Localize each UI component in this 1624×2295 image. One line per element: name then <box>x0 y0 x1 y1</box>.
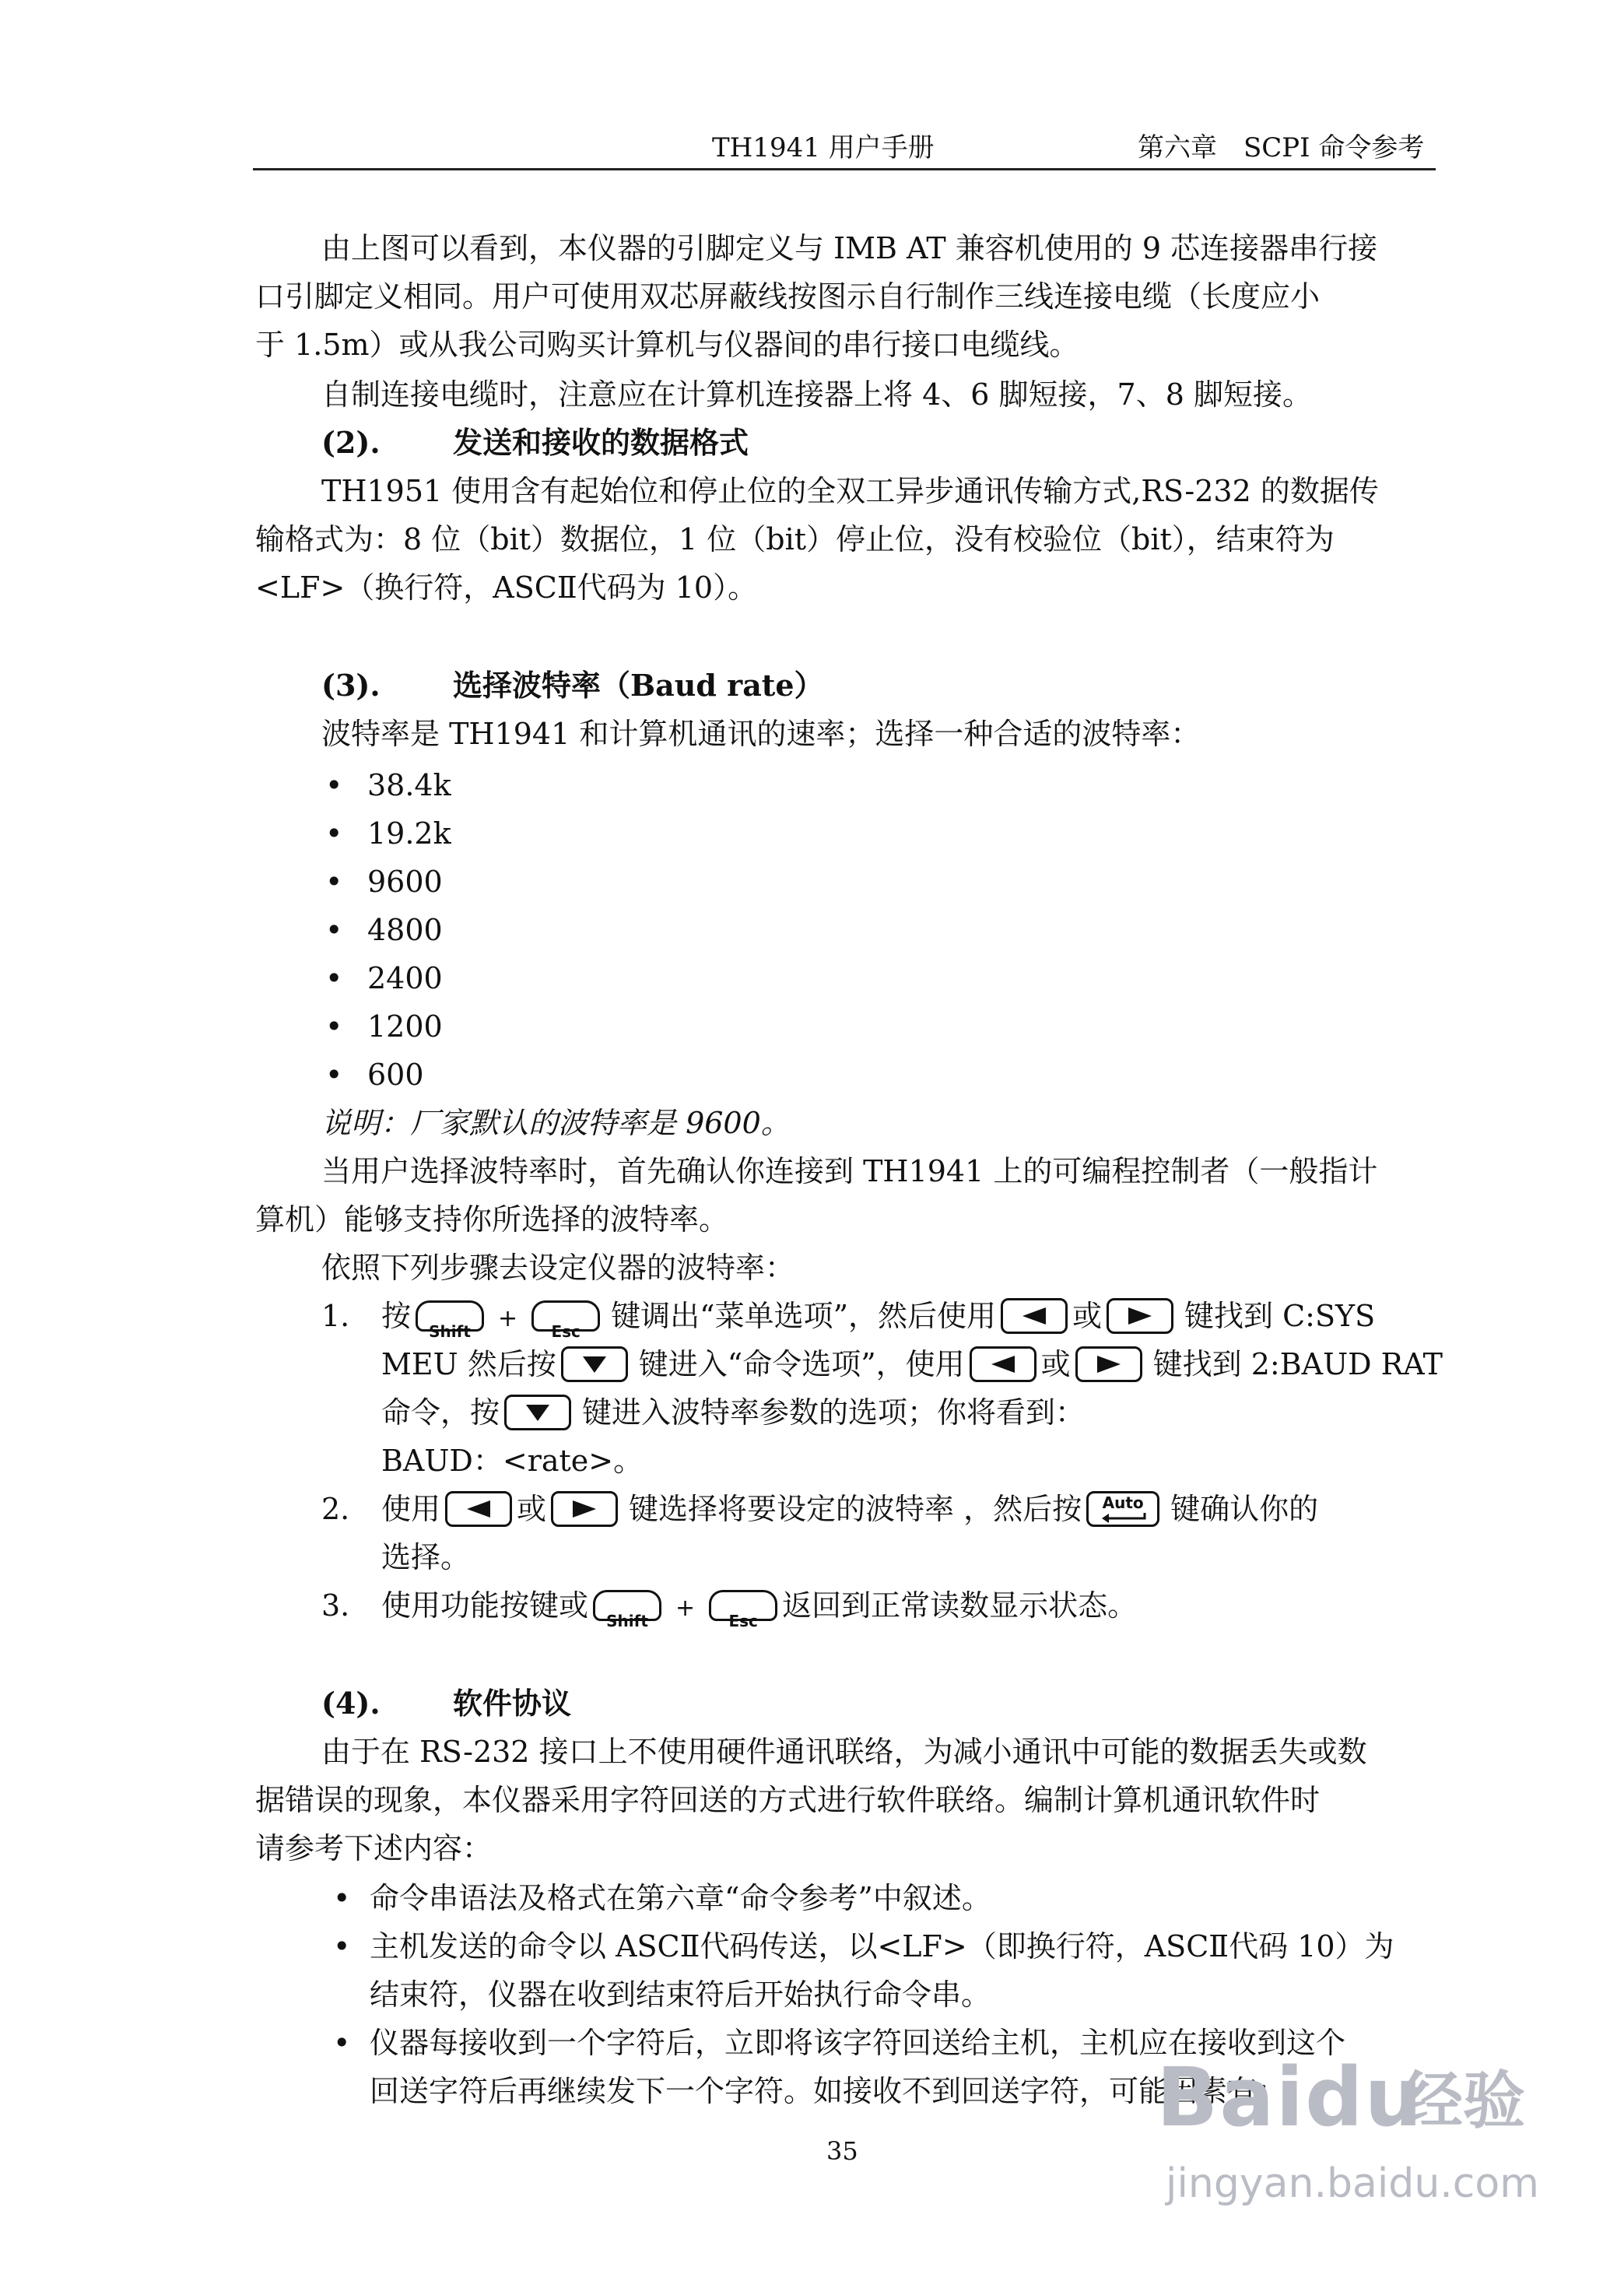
esc-key-label: Esc <box>728 1611 758 1630</box>
step3-text-b: 返回到正常读数显示状态。 <box>782 1588 1138 1623</box>
plus-sign: + <box>675 1595 696 1622</box>
page-number: 35 <box>826 2136 858 2166</box>
bullet-icon: • <box>325 1058 343 1092</box>
bullet-icon: • <box>325 816 343 851</box>
bullet-icon: • <box>333 1929 351 1963</box>
section3-number: (3). <box>321 668 381 703</box>
step2-text-a: 使用 <box>381 1492 441 1526</box>
esc-key-label: Esc <box>551 1321 581 1341</box>
esc-key-icon <box>709 1590 777 1630</box>
step1-line3 <box>381 1388 1085 1437</box>
step2-number: 2. <box>321 1492 350 1526</box>
protocol-item-2-line1: 主机发送的命令以 ASCⅡ代码传送，以<LF>（即换行符，ASCⅡ代码 10）为 <box>370 1929 1394 1963</box>
para3-line2: 输格式为：8 位（bit）数据位，1 位（bit）停止位，没有校验位（bit），结束符为 <box>255 522 1335 556</box>
baud-rate-item: 2400 <box>367 961 443 995</box>
para1-line3: 于 1.5m）或从我公司购买计算机与仪器间的串行接口电缆线。 <box>255 328 1079 362</box>
shift-key-label: Shift <box>606 1611 648 1630</box>
left-arrow-key-icon <box>1001 1298 1068 1334</box>
bullet-icon: • <box>325 961 343 995</box>
section4-title: 软件协议 <box>453 1686 572 1721</box>
para5-line1: 当用户选择波特率时，首先确认你连接到 TH1941 上的可编程控制者（一般指计 <box>321 1154 1378 1188</box>
down-arrow-key-icon <box>561 1346 628 1382</box>
bullet-icon: • <box>325 913 343 947</box>
step2-or: 或 <box>517 1492 547 1526</box>
bullet-icon: • <box>325 1009 343 1044</box>
baud-rate-item: 19.2k <box>367 816 451 851</box>
para1-line2: 口引脚定义相同。用户可使用双芯屏蔽线按图示自行制作三线连接电缆（长度应小 <box>255 279 1321 314</box>
para2: 自制连接电缆时，注意应在计算机连接器上将 4、6 脚短接，7、8 脚短接。 <box>321 377 1312 412</box>
section2-title: 发送和接收的数据格式 <box>453 425 749 460</box>
para4: 波特率是 TH1941 和计算机通讯的速率；选择一种合适的波特率： <box>321 717 1201 751</box>
para6: 依照下列步骤去设定仪器的波特率： <box>321 1251 795 1285</box>
protocol-item-2-line2: 结束符，仪器在收到结束符后开始执行命令串。 <box>370 1977 991 2012</box>
bullet-icon: • <box>333 2026 351 2060</box>
auto-key-label: Auto <box>1102 1493 1144 1512</box>
watermark-suffix: 经验 <box>1401 2065 1525 2137</box>
watermark-url: jingyan.baidu.com <box>1166 2160 1539 2207</box>
shift-key-icon <box>416 1300 484 1341</box>
section2-number: (2). <box>321 425 381 460</box>
baud-rate-item: 1200 <box>367 1009 443 1044</box>
step1-text-e: 键进入“命令选项”，使用 <box>638 1347 965 1381</box>
step2-text-c: 键确认你的 <box>1170 1492 1319 1526</box>
header-divider <box>253 168 1436 170</box>
para3-line1: TH1951 使用含有起始位和停止位的全双工异步通讯传输方式,RS-232 的数据传 <box>321 474 1379 508</box>
shift-key-label: Shift <box>429 1321 471 1341</box>
para5-line2: 算机）能够支持你所选择的波特率。 <box>255 1202 729 1237</box>
protocol-item-3-line1: 仪器每接收到一个字符后，立即将该字符回送给主机，主机应在接收到这个 <box>370 2026 1346 2060</box>
shift-key-icon <box>593 1590 661 1630</box>
step1-line2 <box>381 1340 1443 1388</box>
section4-number: (4). <box>321 1686 381 1721</box>
section3-title: 选择波特率（Baud rate） <box>453 668 824 703</box>
left-arrow-key-icon <box>970 1346 1036 1382</box>
step1-text-b: 键调出“菜单选项”，然后使用 <box>611 1299 997 1333</box>
bullet-icon: • <box>333 1881 351 1915</box>
plus-sign: + <box>498 1305 518 1332</box>
right-arrow-key-icon <box>551 1491 618 1527</box>
para7-line2: 据错误的现象，本仪器采用字符回送的方式进行软件联络。编制计算机通讯软件时 <box>255 1783 1321 1817</box>
down-arrow-key-icon <box>504 1395 571 1430</box>
header-chapter-title: 第六章 SCPI 命令参考 <box>1138 132 1425 163</box>
step2-line2: 选择。 <box>381 1540 471 1574</box>
step1-number: 1. <box>321 1299 350 1333</box>
step2-line1 <box>381 1485 1318 1533</box>
note: 说明：厂家默认的波特率是 9600。 <box>321 1106 791 1140</box>
header-manual-title: TH1941 用户手册 <box>712 132 935 163</box>
protocol-item-1: 命令串语法及格式在第六章“命令参考”中叙述。 <box>370 1881 991 1915</box>
bullet-icon: • <box>325 865 343 899</box>
step1-text-f: 键找到 2:BAUD RAT <box>1152 1347 1443 1381</box>
baud-rate-item: 4800 <box>367 913 443 947</box>
step1-or: 或 <box>1072 1299 1103 1333</box>
step1-or: 或 <box>1040 1347 1071 1381</box>
bullet-icon: • <box>325 768 343 802</box>
step1-text-g: 命令，按 <box>381 1395 500 1430</box>
step1-text-a: 按 <box>381 1299 412 1333</box>
step1-text-d: MEU 然后按 <box>381 1347 556 1381</box>
para1-line1: 由上图可以看到，本仪器的引脚定义与 IMB AT 兼容机使用的 9 芯连接器串行接 <box>321 231 1378 265</box>
step3-text-a: 使用功能按键或 <box>381 1588 589 1623</box>
auto-enter-key-icon <box>1086 1491 1159 1527</box>
right-arrow-key-icon <box>1075 1346 1142 1382</box>
para3-line3: <LF>（换行符，ASCⅡ代码为 10）。 <box>255 570 758 605</box>
step3-line1 <box>381 1581 1137 1633</box>
para7-line3: 请参考下述内容： <box>255 1831 493 1865</box>
protocol-item-3-line2: 回送字符后再继续发下一个字符。如接收不到回送字符，可能因素有： <box>370 2074 1287 2108</box>
step1-text-h: 键进入波特率参数的选项；你将看到： <box>582 1395 1086 1430</box>
step1-line1 <box>381 1292 1375 1343</box>
step3-number: 3. <box>321 1588 350 1623</box>
baud-rate-item: 600 <box>367 1058 424 1092</box>
right-arrow-key-icon <box>1107 1298 1173 1334</box>
watermark-brand: Baidu <box>1156 2050 1424 2145</box>
baud-rate-item: 38.4k <box>367 768 451 802</box>
baud-rate-item: 9600 <box>367 865 443 899</box>
step1-text-c: 键找到 C:SYS <box>1184 1299 1376 1333</box>
left-arrow-key-icon <box>445 1491 512 1527</box>
step2-text-b: 键选择将要设定的波特率 ，然后按 <box>629 1492 1082 1526</box>
step1-line4: BAUD：<rate>。 <box>381 1444 644 1478</box>
esc-key-icon <box>531 1300 600 1341</box>
para7-line1: 由于在 RS-232 接口上不使用硬件通讯联络，为减小通讯中可能的数据丢失或数 <box>321 1735 1367 1769</box>
